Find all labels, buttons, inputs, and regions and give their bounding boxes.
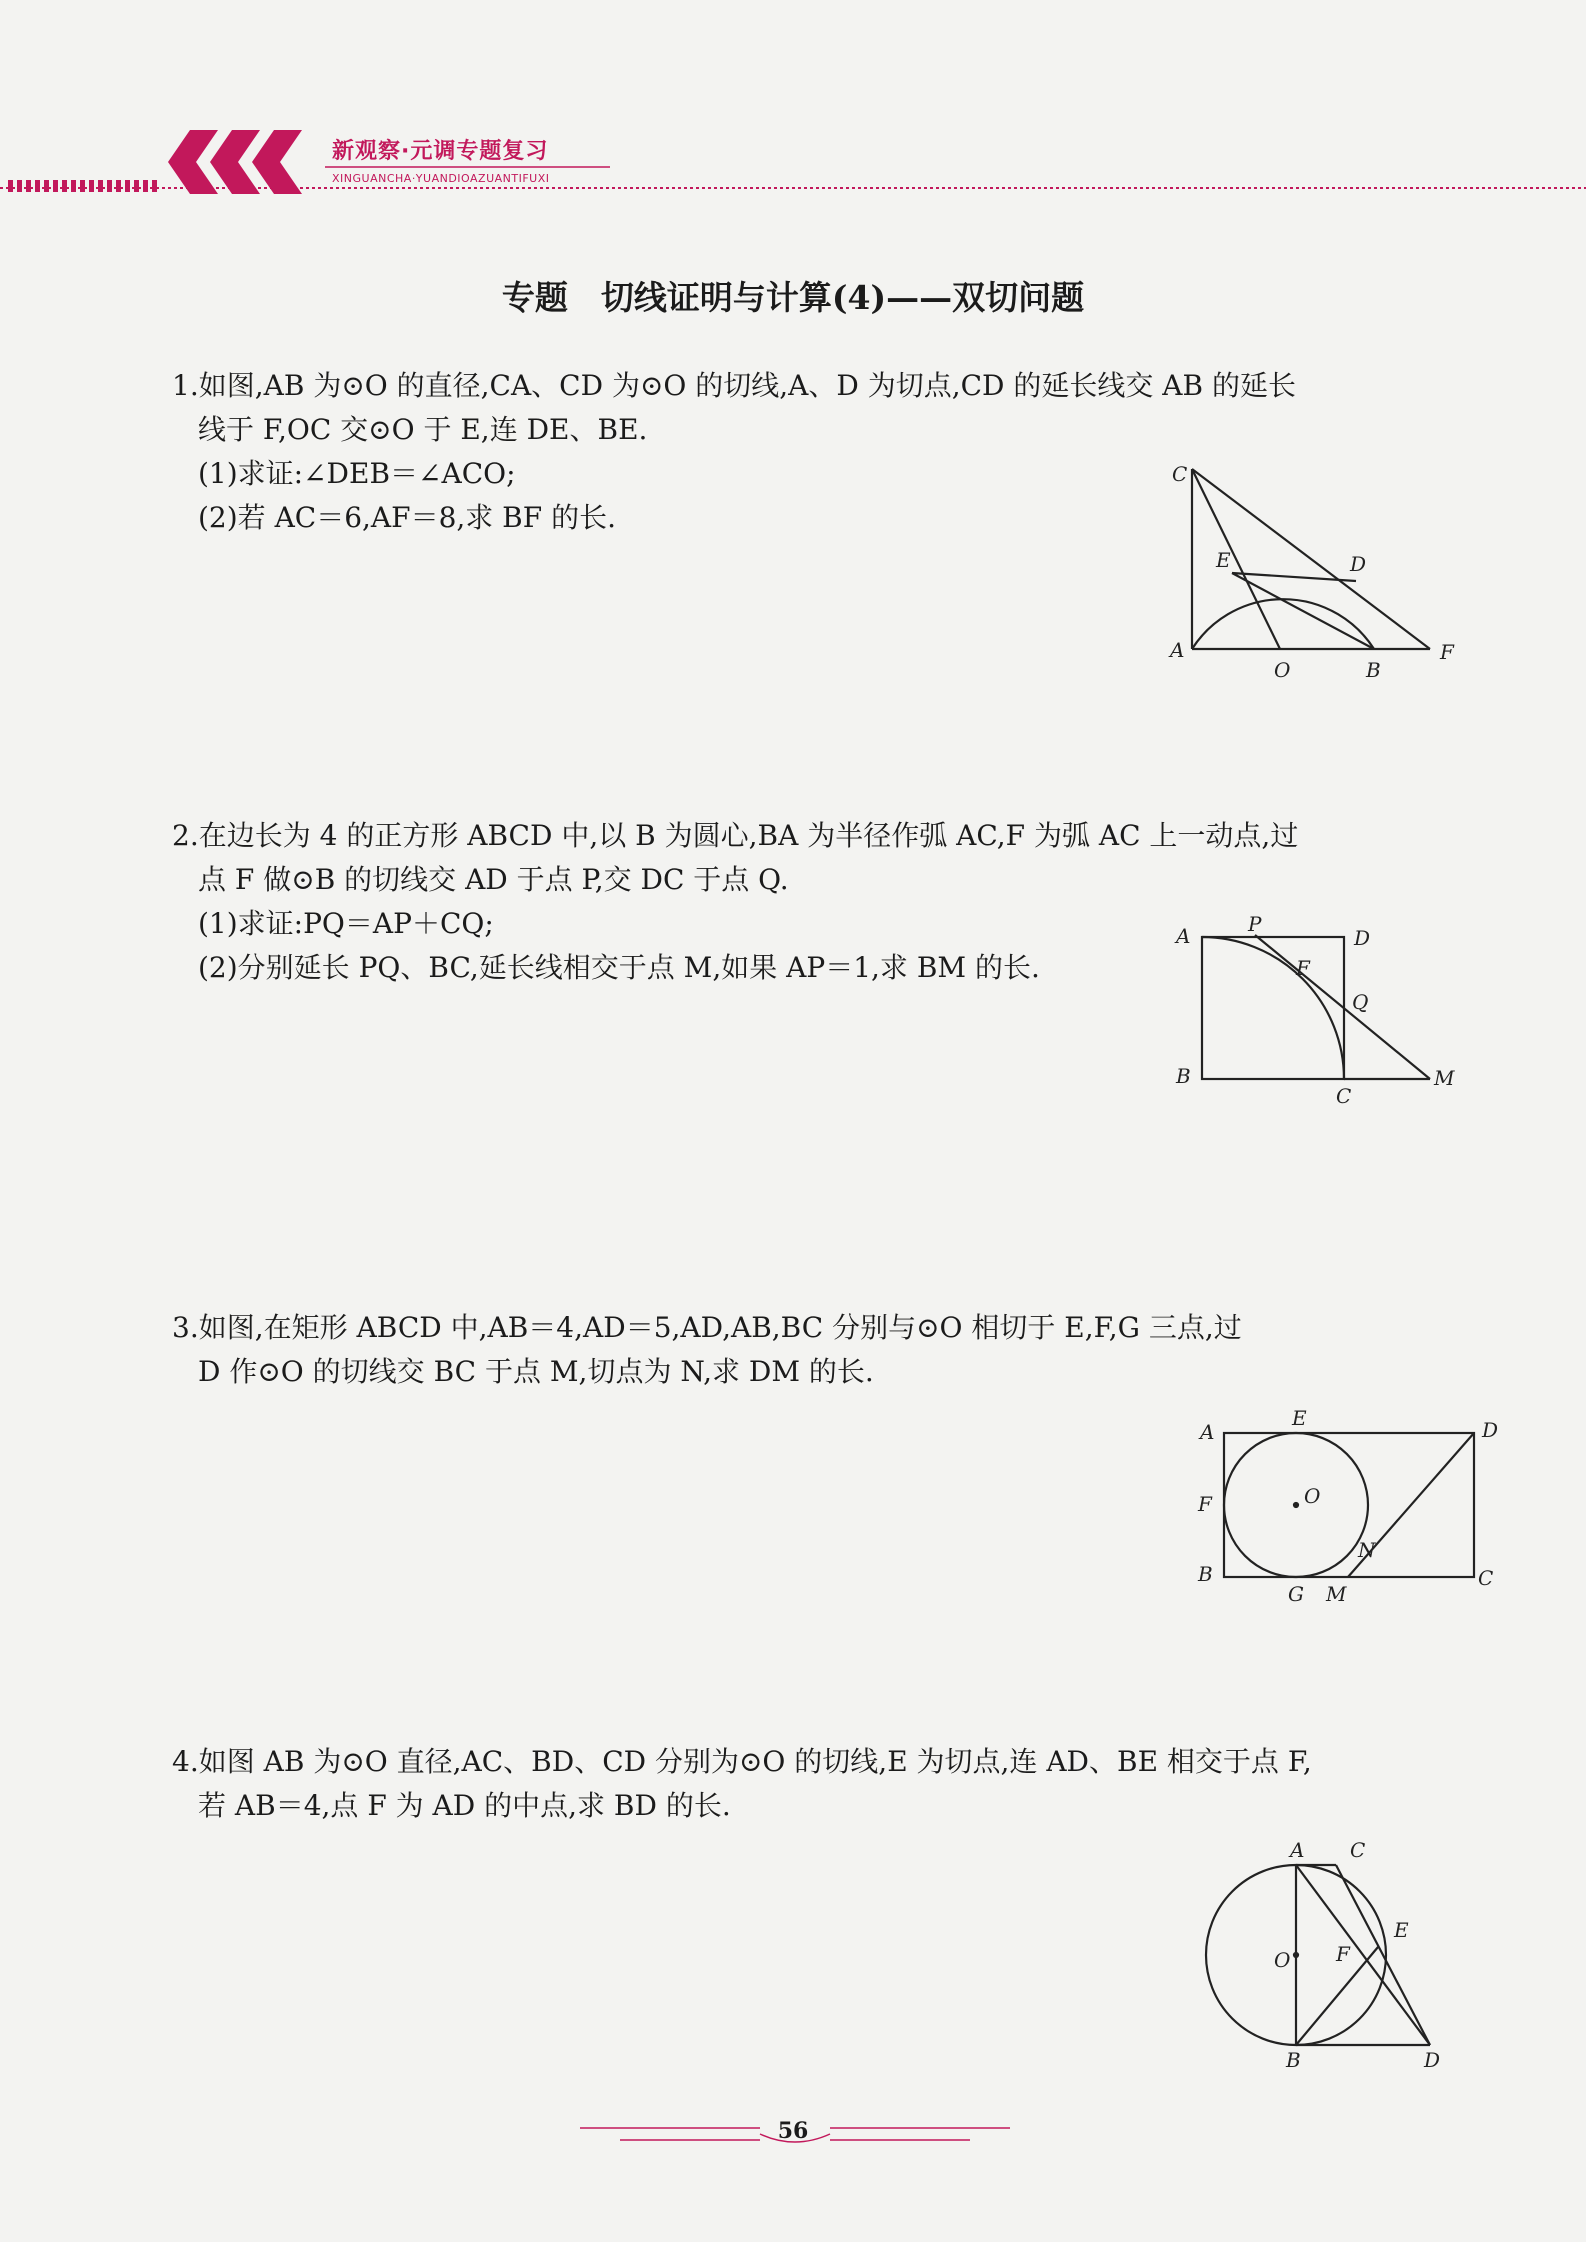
label-E: E [1394,1918,1409,1942]
label-O: O [1274,658,1291,682]
figure-3 [1180,1405,1499,1610]
header-subtitle: XINGUANCHA·YUANDIOAZUANTIFUXI [332,172,550,185]
question-1-part2: (2)若 AC＝6,AF＝8,求 BF 的长. [198,501,616,534]
label-D: D [1350,552,1367,576]
label-F: F [1296,956,1310,980]
label-F: F [1440,640,1454,664]
header-title: 新观察·元调专题复习 [332,139,549,164]
question-1-stem-line2: 线于 F,OC 交⊙O 于 E,连 DE、BE. [198,413,648,446]
label-D: D [1482,1418,1499,1442]
label-A: A [1170,638,1185,662]
label-A: A [1200,1420,1215,1444]
question-2-stem-line1: 2.在边长为 4 的正方形 ABCD 中,以 B 为圆心,BA 为半径作弧 AC,F 为弧 AC 上一动点,过 [172,819,1299,852]
label-B: B [1176,1064,1191,1088]
question-3-stem-line1: 3.如图,在矩形 ABCD 中,AB＝4,AD＝5,AD,AB,BC 分别与⊙O 相切于 E,F,G 三点,过 [172,1311,1242,1344]
label-F: F [1336,1942,1350,1966]
label-E: E [1216,548,1231,572]
label-C: C [1350,1838,1366,1862]
label-G: G [1288,1582,1304,1606]
label-B: B [1366,658,1381,682]
figure-2 [1160,905,1480,1108]
label-B: B [1198,1562,1213,1586]
label-C: C [1336,1084,1352,1108]
label-Q: Q [1352,990,1369,1014]
chevron-icon [168,130,302,194]
label-D: D [1354,926,1371,950]
label-M: M [1326,1582,1347,1606]
question-4-stem-line2: 若 AB＝4,点 F 为 AD 的中点,求 BD 的长. [198,1789,731,1822]
question-3 [172,1306,1462,1394]
page-number: 56 [777,2118,809,2144]
label-N: N [1358,1538,1376,1562]
question-1-part1: (1)求证:∠DEB＝∠ACO; [198,457,516,490]
question-2-part1: (1)求证:PQ＝AP＋CQ; [198,907,494,940]
page-title: 专题 切线证明与计算(4)——双切问题 [501,278,1085,317]
label-C: C [1478,1566,1494,1590]
question-3-stem-line2: D 作⊙O 的切线交 BC 于点 M,切点为 N,求 DM 的长. [198,1355,874,1388]
header-banner [0,120,1586,200]
figure-1 [1160,455,1480,685]
label-D: D [1424,2048,1441,2072]
question-2-stem-line2: 点 F 做⊙B 的切线交 AD 于点 P,交 DC 于点 Q. [198,863,789,896]
question-2-part2: (2)分别延长 PQ、BC,延长线相交于点 M,如果 AP＝1,求 BM 的长. [198,951,1040,984]
label-P: P [1248,912,1262,936]
label-B: B [1286,2048,1301,2072]
question-4 [172,1740,1462,1828]
label-E: E [1292,1406,1307,1430]
question-4-stem-line1: 4.如图 AB 为⊙O 直径,AC、BD、CD 分别为⊙O 的切线,E 为切点,连 AD、BE 相交于点 F, [172,1745,1312,1778]
label-M: M [1434,1066,1455,1090]
label-C: C [1172,462,1188,486]
label-A: A [1290,1838,1305,1862]
label-A: A [1176,924,1191,948]
label-F: F [1198,1492,1212,1516]
question-1-stem-line1: 1.如图,AB 为⊙O 的直径,CA、CD 为⊙O 的切线,A、D 为切点,CD 的延长线交 AB 的延长 [172,369,1297,402]
label-O: O [1304,1484,1321,1508]
figure-4 [1180,1825,1480,2075]
label-O: O [1274,1948,1291,1972]
